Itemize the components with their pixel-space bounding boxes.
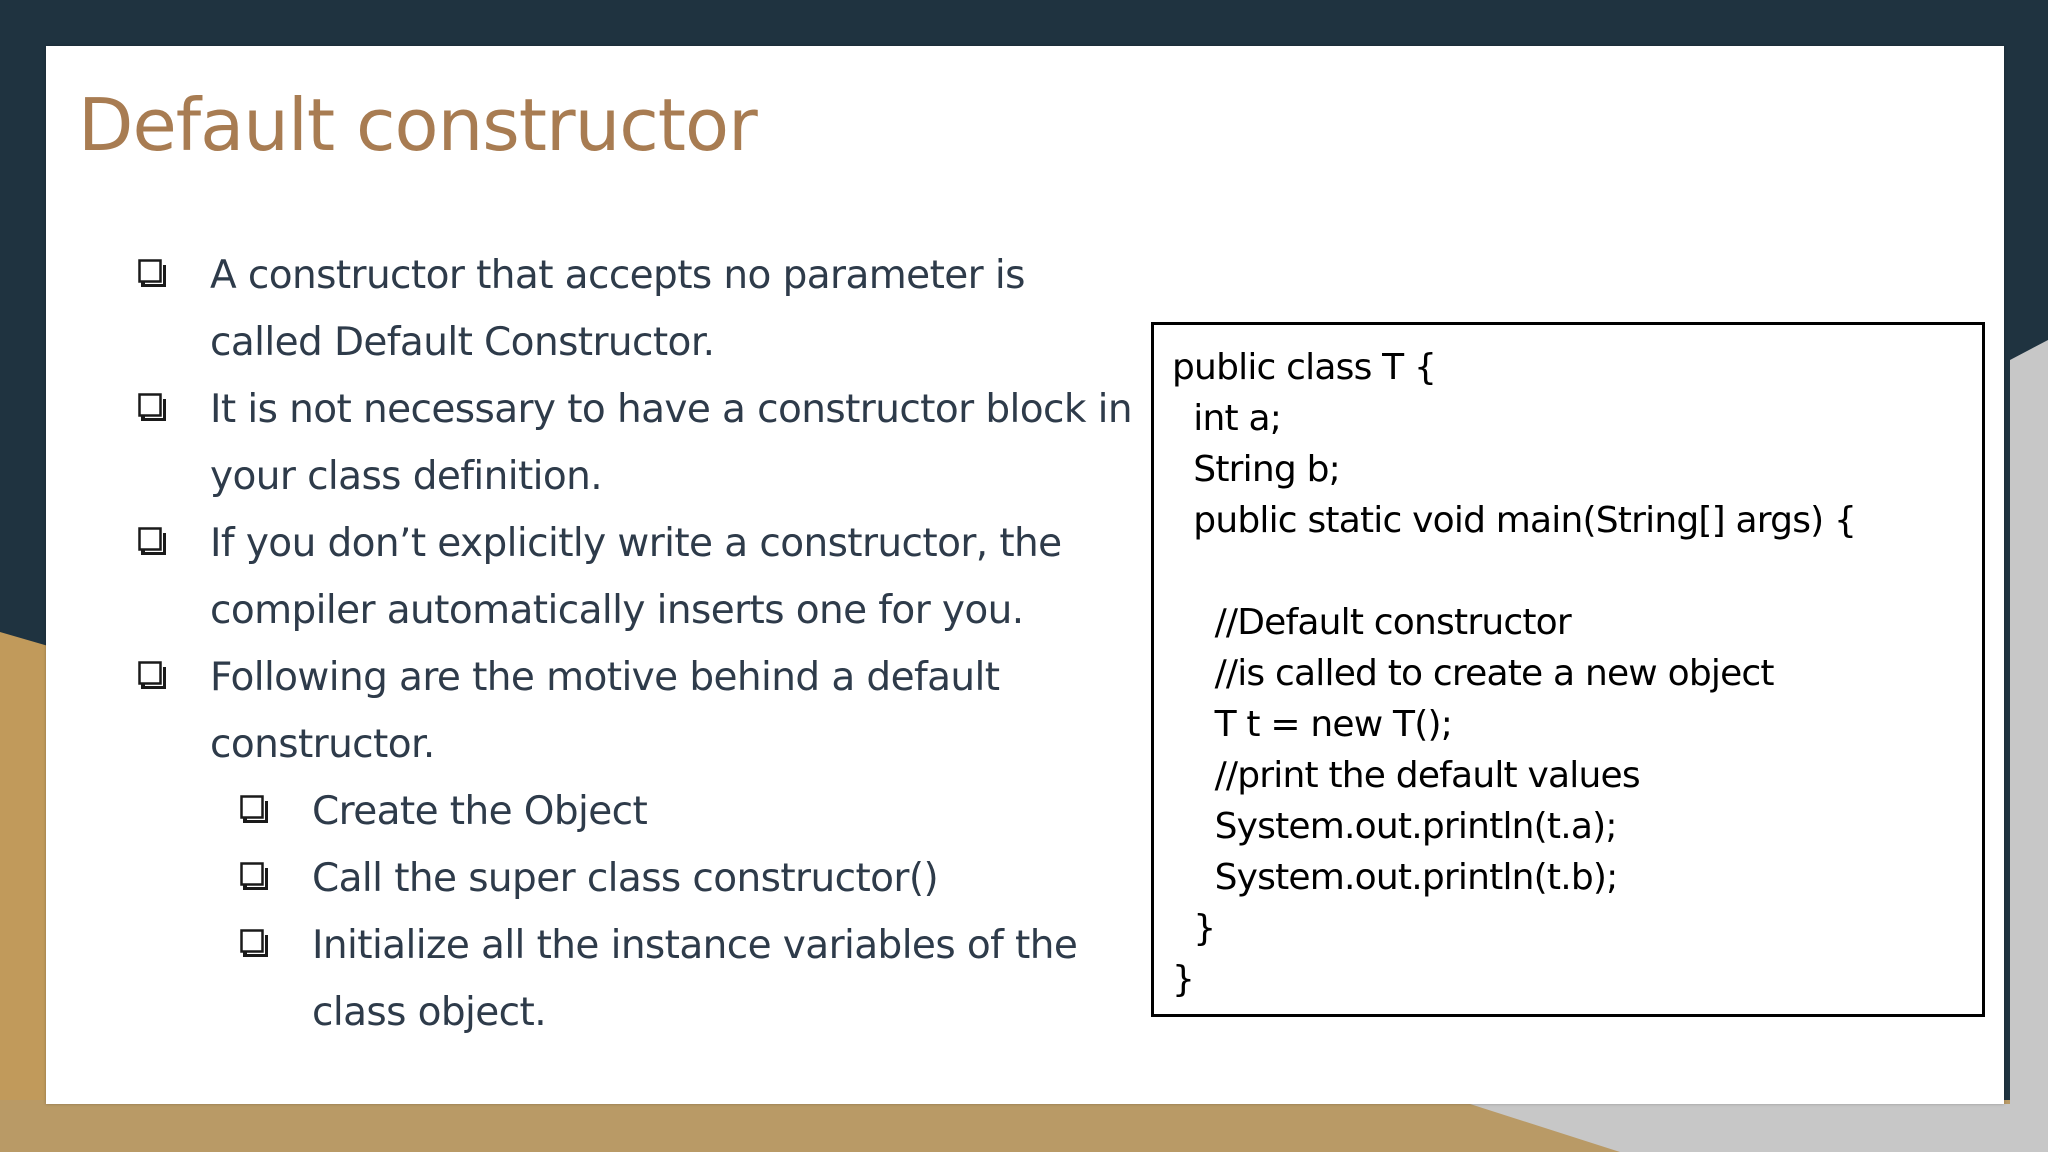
bullet-text: It is not necessary to have a constructor block in your class definition. [210, 387, 1132, 499]
checkbox-bullet-icon [138, 527, 166, 555]
bullet-text: If you don’t explicitly write a constructor, the compiler automatically inserts one for you. [210, 521, 1062, 633]
checkbox-bullet-icon [138, 393, 166, 421]
bullet-item [138, 242, 1148, 376]
bullet-item [138, 510, 1148, 644]
bullet-item [138, 644, 1148, 778]
checkbox-bullet-icon [240, 862, 268, 890]
sub-bullet-item [240, 845, 1148, 912]
bullet-text: Call the super class constructor() [312, 856, 939, 901]
checkbox-bullet-icon [138, 259, 166, 287]
slide-title: Default constructor [78, 83, 757, 167]
bullet-item [138, 376, 1148, 510]
bullet-text: Following are the motive behind a default constructor. [210, 655, 1000, 767]
bullet-text: A constructor that accepts no parameter is called Default Constructor. [210, 253, 1025, 365]
code-block: public class T { int a; String b; public static void main(String[] args) { //Default constructor //is called to create a new object T t = new T(); //print the default values System.out.println(t.a); System.out.println(t.b); } } [1172, 347, 1857, 1000]
checkbox-bullet-icon [240, 795, 268, 823]
code-box [1151, 322, 1985, 1017]
sub-bullet-item [240, 778, 1148, 845]
bullet-list [138, 242, 1148, 1046]
checkbox-bullet-icon [240, 929, 268, 957]
slide [46, 46, 2004, 1104]
bullet-text: Initialize all the instance variables of the class object. [312, 923, 1078, 1035]
bullet-text: Create the Object [312, 789, 648, 834]
checkbox-bullet-icon [138, 661, 166, 689]
sub-bullet-item [240, 912, 1148, 1046]
